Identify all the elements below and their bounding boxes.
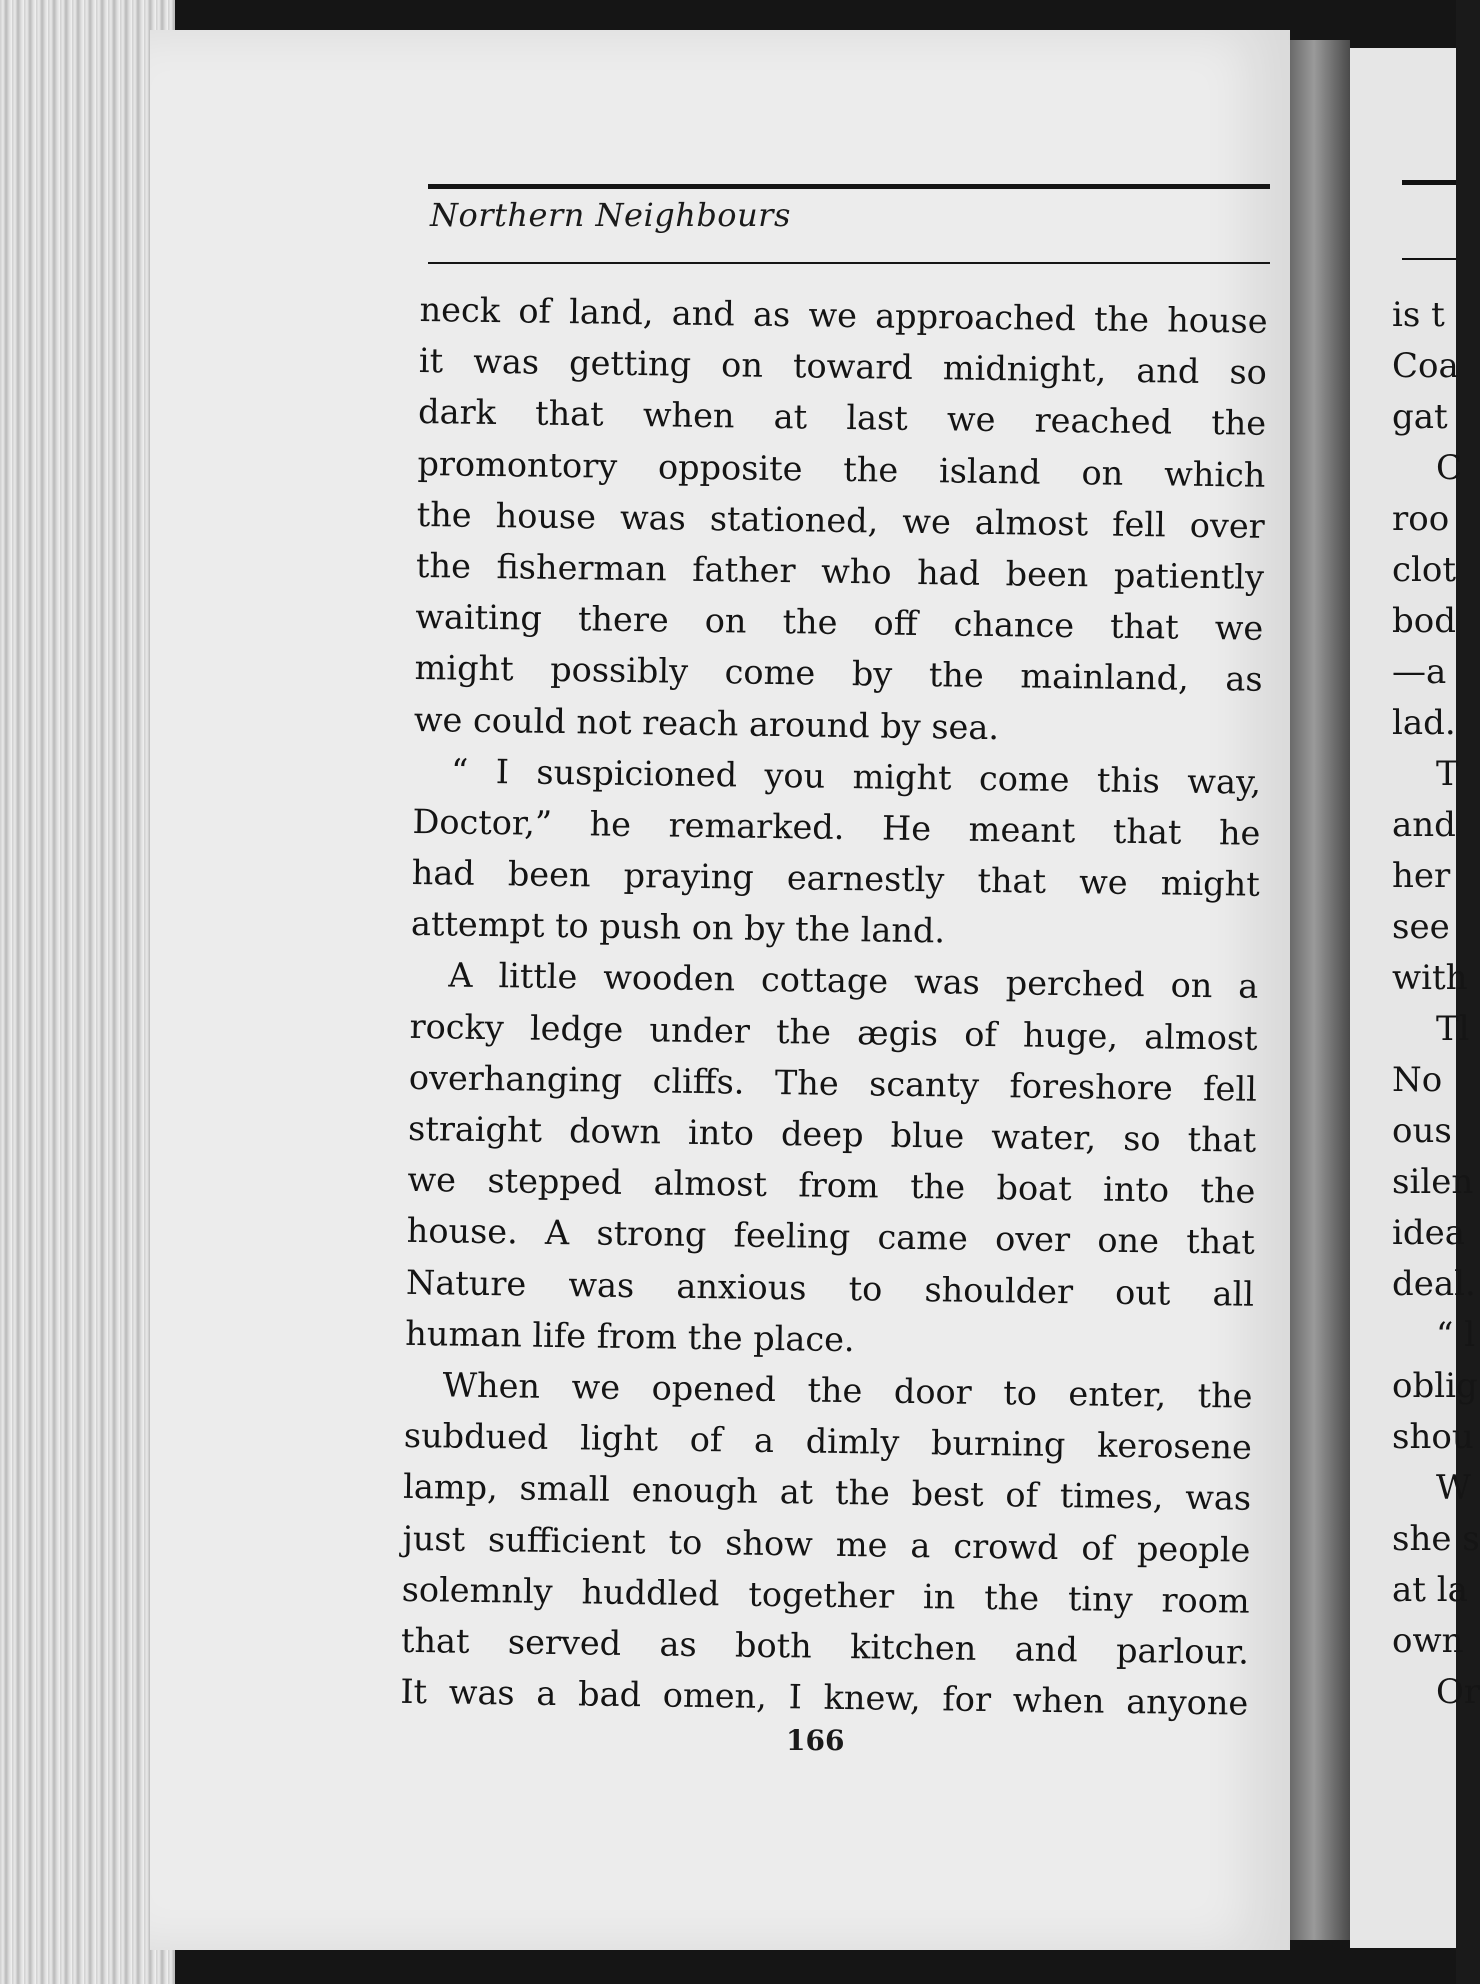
text-line: lamp, small enough at the best of times, was (402, 1467, 1252, 1519)
right-page-header-rule-bottom (1402, 258, 1456, 260)
text-line: waiting there on the off chance that we (415, 597, 1264, 648)
fragment-line: oblig (1392, 1366, 1478, 1406)
text-line: A little wooden cottage was perched on a (448, 955, 1259, 1007)
text-line: straight down into deep blue water, so that (407, 1108, 1257, 1160)
fragment-line: clot (1392, 550, 1457, 590)
text-line: When we opened the door to enter, the (442, 1365, 1253, 1416)
text-line: just sufficient to show me a crowd of people (402, 1518, 1251, 1570)
text-line: rocky ledge under the ægis of huge, almost (409, 1006, 1258, 1058)
fragment-line: idea (1392, 1213, 1466, 1253)
text-line: Doctor,” he remarked. He meant that he (412, 801, 1261, 853)
fragment-line: gat (1392, 397, 1448, 437)
fragment-line: she s (1392, 1519, 1480, 1559)
fragment-line: lad. (1392, 703, 1456, 743)
text-line: we could not reach around by sea. (413, 699, 1000, 747)
right-page-text-fragments (1392, 290, 1480, 1718)
text-line: the fisherman father who had been patiently (415, 545, 1265, 597)
fragment-line: with (1392, 958, 1468, 998)
text-line: that served as both kitchen and parlour. (400, 1620, 1250, 1672)
fragment-line: her (1392, 856, 1451, 896)
text-line: human life from the place. (405, 1313, 855, 1359)
body-text (400, 284, 1268, 1729)
text-line: subdued light of a dimly burning kerosene (403, 1416, 1253, 1467)
text-line: had been praying earnestly that we might (411, 853, 1260, 904)
text-line: It was a bad omen, I knew, for when anyone (400, 1671, 1249, 1723)
page-stack-edges (0, 0, 175, 1984)
fragment-line: “ l (1436, 1315, 1476, 1355)
fragment-line: shou (1392, 1417, 1474, 1457)
text-line: might possibly come by the mainland, as (414, 648, 1263, 700)
fragment-line: bod (1392, 601, 1456, 641)
right-page-header-rule-top (1402, 180, 1456, 185)
header-rule-top (428, 184, 1270, 189)
text-line: dark that when at last we reached the (417, 392, 1267, 444)
fragment-line: T (1436, 754, 1459, 794)
page-number: 166 (786, 1724, 845, 1757)
fragment-line: and (1392, 805, 1456, 845)
text-line: house. A strong feeling came over one that (406, 1211, 1255, 1263)
text-line: Nature was anxious to shoulder out all (405, 1262, 1255, 1314)
fragment-line: roo (1392, 499, 1450, 539)
text-line: “ I suspicioned you might come this way, (450, 751, 1262, 802)
fragment-line: own (1392, 1621, 1464, 1661)
fragment-line: see (1392, 907, 1450, 947)
fragment-line: C (1436, 448, 1463, 488)
fragment-line: No (1392, 1060, 1443, 1100)
header-rule-bottom (428, 262, 1270, 264)
book-gutter (1290, 40, 1350, 1940)
fragment-line: W (1436, 1468, 1471, 1508)
fragment-line: deal. (1392, 1264, 1476, 1304)
fragment-line: Tl (1436, 1009, 1470, 1049)
text-line: promontory opposite the island on which (417, 443, 1266, 495)
fragment-line: Coa (1392, 346, 1459, 386)
fragment-line: at la (1392, 1570, 1468, 1610)
fragment-line: ous (1392, 1111, 1452, 1151)
text-line: attempt to push on by the land. (410, 904, 946, 951)
text-line: solemnly huddled together in the tiny room (401, 1569, 1250, 1621)
text-line: overhanging cliffs. The scanty foreshore fell (408, 1057, 1258, 1109)
text-line: we stepped almost from the boat into the (407, 1160, 1256, 1211)
fragment-line: Or (1436, 1672, 1480, 1712)
running-head: Northern Neighbours (430, 196, 791, 234)
fragment-line: —a (1392, 652, 1447, 692)
fragment-line: silen (1392, 1162, 1474, 1202)
text-line: it was getting on toward midnight, and so (418, 341, 1268, 393)
text-line: neck of land, and as we approached the house (419, 289, 1268, 341)
fragment-line: is t (1392, 295, 1445, 335)
text-line: the house was stationed, we almost fell over (416, 494, 1265, 546)
